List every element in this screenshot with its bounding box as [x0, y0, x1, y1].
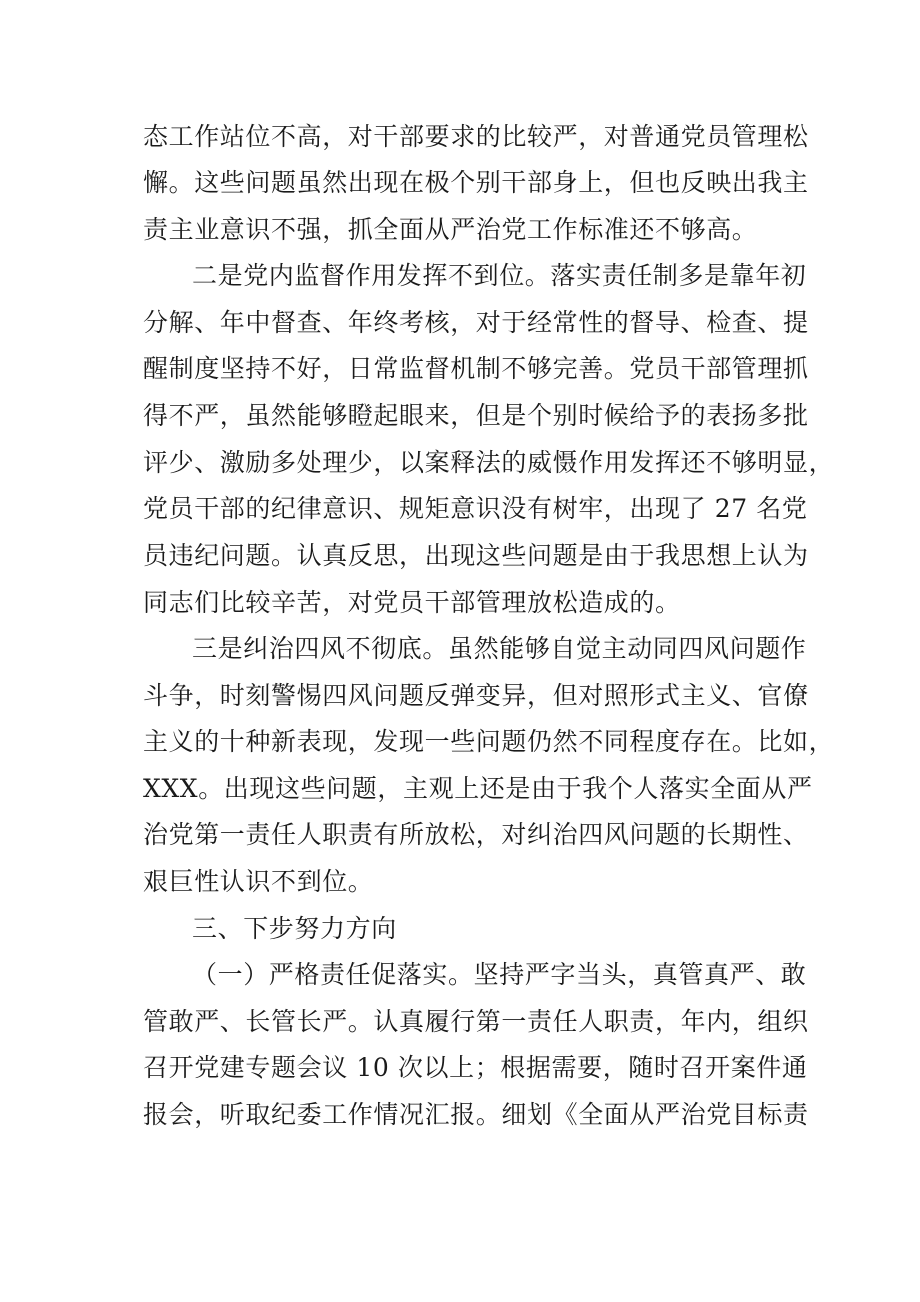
line-text: 分解、年中督查、年终考核，对于经常性的督导、检查、提	[143, 308, 809, 337]
line-text: 治党第一责任人职责有所放松，对纠治四风问题的长期性、	[143, 820, 809, 849]
line-text: 三是纠治四风不彻底。虽然能够自觉主动同四风问题作	[192, 634, 807, 663]
line-text: 二是党内监督作用发挥不到位。落实责任制多是靠年初	[192, 261, 807, 290]
line-text: 懈。这些问题虽然出现在极个别干部身上，但也反映出我主	[143, 168, 809, 197]
text-line	[0, 813, 920, 857]
text-line	[0, 1000, 920, 1044]
text-line	[0, 347, 920, 391]
text-line	[0, 487, 920, 531]
paragraph-first-line	[0, 254, 920, 298]
text-line	[0, 301, 920, 345]
line-text: （一）严格责任促落实。坚持严字当头，真管真严、敢	[192, 960, 807, 989]
text-line	[0, 581, 920, 625]
text-line	[0, 767, 920, 811]
text-line	[0, 161, 920, 205]
text-line	[0, 441, 920, 485]
line-text: 同志们比较辛苦，对党员干部管理放松造成的。	[143, 588, 681, 617]
line-text: 责主业意识不强，抓全面从严治党工作标准还不够高。	[143, 215, 758, 244]
text-line	[0, 674, 920, 718]
text-line	[0, 208, 920, 252]
text-line	[0, 394, 920, 438]
line-text: 党员干部的纪律意识、规矩意识没有树牢，出现了 27 名党	[143, 494, 808, 523]
line-text: XXX。出现这些问题，主观上还是由于我个人落实全面从严	[143, 774, 813, 803]
line-text: 召开党建专题会议 10 次以上；根据需要，随时召开案件通	[143, 1053, 808, 1082]
section-heading	[0, 907, 920, 951]
paragraph-first-line	[0, 953, 920, 997]
line-text: 评少、激励多处理少，以案释法的威慑作用发挥还不够明显，	[143, 448, 835, 477]
line-text: 斗争，时刻警惕四风问题反弹变异，但对照形式主义、官僚	[143, 681, 809, 710]
line-text: 主义的十种新表现，发现一些问题仍然不同程度存在。比如，	[143, 727, 835, 756]
text-line	[0, 720, 920, 764]
text-line	[0, 115, 920, 159]
heading-text: 三、下步努力方向	[192, 914, 397, 943]
line-text: 得不严，虽然能够瞪起眼来，但是个别时候给予的表扬多批	[143, 401, 809, 430]
line-text: 管敢严、长管长严。认真履行第一责任人职责，年内，组织	[143, 1007, 809, 1036]
text-line	[0, 860, 920, 904]
line-text: 醒制度坚持不好，日常监督机制不够完善。党员干部管理抓	[143, 354, 809, 383]
line-text: 艰巨性认识不到位。	[143, 867, 374, 896]
line-text: 态工作站位不高，对干部要求的比较严，对普通党员管理松	[143, 122, 809, 151]
text-line	[0, 1046, 920, 1090]
line-text: 员违纪问题。认真反思，出现这些问题是由于我思想上认为	[143, 541, 809, 570]
line-text: 报会，听取纪委工作情况汇报。细划《全面从严治党目标责	[143, 1100, 809, 1129]
text-line	[0, 534, 920, 578]
text-line	[0, 1093, 920, 1137]
paragraph-first-line	[0, 627, 920, 671]
